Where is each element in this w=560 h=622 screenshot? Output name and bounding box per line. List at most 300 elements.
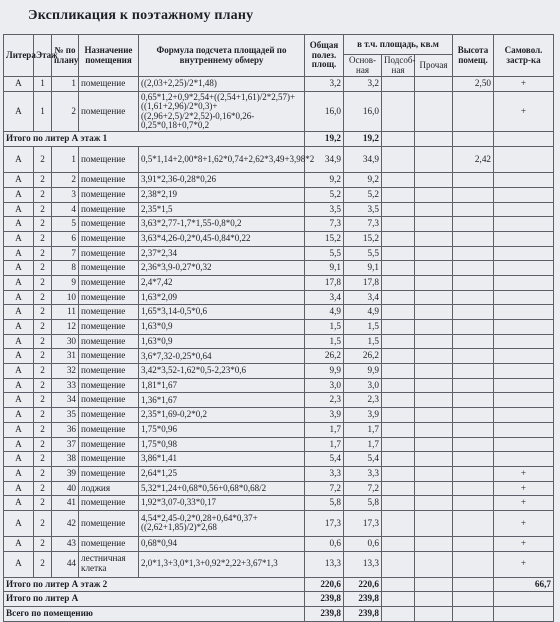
litera-cell: А (4, 452, 34, 467)
height-cell (453, 187, 494, 202)
col-header-samovol: Самовол. застр-ка (494, 35, 554, 77)
room-purpose-cell: помещение (79, 408, 139, 423)
main-area-cell: 3,3 (344, 466, 382, 481)
other-area-cell (415, 607, 453, 622)
room-number-cell: 34 (52, 393, 79, 408)
self-built-cell: + (494, 466, 554, 481)
total-area-cell: 9,2 (305, 173, 344, 188)
main-area-cell: 0,6 (344, 536, 382, 551)
height-cell (453, 290, 494, 305)
area-formula-cell: 0,65*1,2+0,9*2,54+((2,54+1,61)/2*2,57)+((1,61+2,96)/2*0,3)+((2,96+2,5)/2*2,52)-0,16*0,26-0,25*0,18+0,7*0,2 (139, 91, 305, 132)
area-formula-cell: 1,75*0,96 (139, 422, 305, 437)
col-header-formula: Формула подсчета площадей по внутреннему обмеру (139, 35, 305, 77)
room-purpose-cell: помещение (79, 364, 139, 379)
main-area-cell: 7,2 (344, 481, 382, 496)
main-area-cell: 5,2 (344, 187, 382, 202)
total-area-cell: 239,8 (305, 592, 344, 607)
other-area-cell (415, 551, 453, 577)
aux-area-cell (382, 510, 415, 536)
room-number-cell: 32 (52, 364, 79, 379)
aux-area-cell (382, 393, 415, 408)
height-cell (453, 481, 494, 496)
room-purpose-cell: помещение (79, 510, 139, 536)
aux-area-cell (382, 437, 415, 452)
room-purpose-cell: лестничная клетка (79, 551, 139, 577)
floor-cell: 2 (34, 246, 52, 261)
other-area-cell (415, 408, 453, 423)
table-row (4, 481, 554, 496)
aux-area-cell (382, 422, 415, 437)
main-area-cell: 9,1 (344, 261, 382, 276)
area-formula-cell: 2,36*3,9-0,27*0,32 (139, 261, 305, 276)
self-built-cell (494, 231, 554, 246)
litera-cell: А (4, 231, 34, 246)
aux-area-cell (382, 187, 415, 202)
litera-cell: А (4, 275, 34, 290)
main-area-cell: 1,5 (344, 334, 382, 349)
main-area-cell: 9,2 (344, 173, 382, 188)
height-cell (453, 551, 494, 577)
aux-area-cell (382, 551, 415, 577)
aux-area-cell (382, 349, 415, 364)
area-formula-cell: 1,63*2,09 (139, 290, 305, 305)
other-area-cell (415, 393, 453, 408)
area-formula-cell: 2,37*2,34 (139, 246, 305, 261)
room-purpose-cell: помещение (79, 334, 139, 349)
room-purpose-cell: помещение (79, 452, 139, 467)
table-row (4, 173, 554, 188)
litera-cell: А (4, 77, 34, 92)
room-number-cell: 41 (52, 496, 79, 511)
other-area-cell (415, 231, 453, 246)
room-purpose-cell: помещение (79, 466, 139, 481)
total-area-cell: 5,8 (305, 496, 344, 511)
aux-area-cell (382, 536, 415, 551)
other-area-cell (415, 147, 453, 173)
main-area-cell: 3,0 (344, 378, 382, 393)
total-row (4, 607, 554, 622)
litera-cell: А (4, 422, 34, 437)
main-area-cell: 5,8 (344, 496, 382, 511)
room-number-cell: 38 (52, 452, 79, 467)
col-header-nomer: № по плану (52, 35, 79, 77)
area-formula-cell: 0,5*1,14+2,00*8+1,62*0,74+2,62*3,49+3,98*2 (139, 147, 305, 173)
total-label: Итого по литер А (4, 592, 305, 607)
total-area-cell: 1,5 (305, 334, 344, 349)
aux-area-cell (382, 217, 415, 232)
other-area-cell (415, 91, 453, 132)
floor-cell: 2 (34, 510, 52, 536)
other-area-cell (415, 592, 453, 607)
total-label: Всего по помещению (4, 607, 305, 622)
self-built-cell (494, 393, 554, 408)
total-area-cell: 9,9 (305, 364, 344, 379)
litera-cell: А (4, 320, 34, 335)
total-area-cell: 9,1 (305, 261, 344, 276)
aux-area-cell (382, 290, 415, 305)
room-purpose-cell: помещение (79, 202, 139, 217)
floor-cell: 1 (34, 77, 52, 92)
main-area-cell: 13,3 (344, 551, 382, 577)
total-area-cell: 4,9 (305, 305, 344, 320)
total-area-cell: 0,6 (305, 536, 344, 551)
room-number-cell: 12 (52, 320, 79, 335)
floor-cell: 2 (34, 147, 52, 173)
col-header-etazh: Этаж (34, 35, 52, 77)
main-area-cell: 220,6 (344, 577, 382, 592)
self-built-total-cell (494, 607, 554, 622)
table-row (4, 393, 554, 408)
main-area-cell: 16,0 (344, 91, 382, 132)
room-purpose-cell: помещение (79, 378, 139, 393)
area-formula-cell: 2,38*2,19 (139, 187, 305, 202)
main-area-cell: 239,8 (344, 592, 382, 607)
aux-area-cell (382, 466, 415, 481)
other-area-cell (415, 577, 453, 592)
aux-area-cell (382, 132, 415, 147)
height-cell (453, 592, 494, 607)
litera-cell: А (4, 551, 34, 577)
height-cell (453, 466, 494, 481)
area-formula-cell: 2,35*1,69-0,2*0,2 (139, 408, 305, 423)
total-area-cell: 3,3 (305, 466, 344, 481)
total-area-cell: 17,3 (305, 510, 344, 536)
col-header-naznachenie: Назначение помещения (79, 35, 139, 77)
table-row (4, 320, 554, 335)
aux-area-cell (382, 481, 415, 496)
floor-cell: 2 (34, 305, 52, 320)
col-header-podsobnaya: Подсоб-ная (382, 55, 415, 77)
self-built-total-cell: 66,7 (494, 577, 554, 592)
area-formula-cell: 2,0*1,3+3,0*1,3+0,92*2,22+3,67*1,3 (139, 551, 305, 577)
floor-cell: 2 (34, 378, 52, 393)
room-purpose-cell: помещение (79, 246, 139, 261)
table-row (4, 349, 554, 364)
main-area-cell: 9,9 (344, 364, 382, 379)
table-row (4, 364, 554, 379)
aux-area-cell (382, 173, 415, 188)
other-area-cell (415, 202, 453, 217)
table-row (4, 246, 554, 261)
aux-area-cell (382, 408, 415, 423)
main-area-cell: 2,3 (344, 393, 382, 408)
height-cell (453, 510, 494, 536)
explication-table (3, 34, 554, 622)
floor-cell: 2 (34, 496, 52, 511)
main-area-cell: 5,4 (344, 452, 382, 467)
room-number-cell: 10 (52, 290, 79, 305)
main-area-cell: 19,2 (344, 132, 382, 147)
room-number-cell: 40 (52, 481, 79, 496)
room-number-cell: 33 (52, 378, 79, 393)
room-purpose-cell: помещение (79, 349, 139, 364)
room-number-cell: 1 (52, 147, 79, 173)
aux-area-cell (382, 334, 415, 349)
table-row (4, 378, 554, 393)
room-purpose-cell: помещение (79, 422, 139, 437)
area-formula-cell: 1,63*0,9 (139, 334, 305, 349)
area-formula-cell: 3,91*2,36-0,28*0,26 (139, 173, 305, 188)
area-formula-cell: 2,4*7,42 (139, 275, 305, 290)
other-area-cell (415, 481, 453, 496)
self-built-cell (494, 187, 554, 202)
litera-cell: А (4, 496, 34, 511)
col-header-vysota: Высота помещ. (453, 35, 494, 77)
table-body (4, 77, 554, 622)
floor-cell: 2 (34, 290, 52, 305)
self-built-cell (494, 202, 554, 217)
aux-area-cell (382, 275, 415, 290)
litera-cell: А (4, 466, 34, 481)
height-cell (453, 378, 494, 393)
room-number-cell: 8 (52, 261, 79, 276)
total-area-cell: 1,7 (305, 422, 344, 437)
area-formula-cell: 4,54*2,45-0,2*0,28+0,64*0,37+((2,62+1,85)/2)*2,68 (139, 510, 305, 536)
self-built-cell: + (494, 496, 554, 511)
litera-cell: А (4, 408, 34, 423)
area-formula-cell: ((2,03+2,25)/2*1,48) (139, 77, 305, 92)
aux-area-cell (382, 246, 415, 261)
room-purpose-cell: помещение (79, 496, 139, 511)
total-area-cell: 15,2 (305, 231, 344, 246)
height-cell (453, 607, 494, 622)
table-row (4, 305, 554, 320)
other-area-cell (415, 275, 453, 290)
main-area-cell: 3,2 (344, 77, 382, 92)
aux-area-cell (382, 231, 415, 246)
room-number-cell: 39 (52, 466, 79, 481)
height-cell: 2,42 (453, 147, 494, 173)
total-area-cell: 3,2 (305, 77, 344, 92)
height-cell (453, 577, 494, 592)
area-formula-cell: 1,81*1,67 (139, 378, 305, 393)
height-cell (453, 422, 494, 437)
height-cell (453, 275, 494, 290)
room-purpose-cell: помещение (79, 217, 139, 232)
aux-area-cell (382, 496, 415, 511)
table-row (4, 187, 554, 202)
room-purpose-cell: помещение (79, 147, 139, 173)
floor-cell: 2 (34, 173, 52, 188)
other-area-cell (415, 349, 453, 364)
total-area-cell: 220,6 (305, 577, 344, 592)
room-purpose-cell: помещение (79, 231, 139, 246)
area-formula-cell: 1,92*3,07-0,33*0,17 (139, 496, 305, 511)
room-purpose-cell: помещение (79, 275, 139, 290)
other-area-cell (415, 290, 453, 305)
room-number-cell: 5 (52, 217, 79, 232)
floor-cell: 2 (34, 231, 52, 246)
other-area-cell (415, 364, 453, 379)
other-area-cell (415, 173, 453, 188)
main-area-cell: 1,7 (344, 437, 382, 452)
self-built-cell (494, 334, 554, 349)
litera-cell: А (4, 173, 34, 188)
area-formula-cell: 3,6*7,32-0,25*0,64 (139, 349, 305, 364)
room-purpose-cell: помещение (79, 290, 139, 305)
table-row (4, 334, 554, 349)
main-area-cell: 15,2 (344, 231, 382, 246)
table-row (4, 422, 554, 437)
litera-cell: А (4, 202, 34, 217)
table-row (4, 466, 554, 481)
self-built-cell (494, 378, 554, 393)
other-area-cell (415, 246, 453, 261)
height-cell (453, 246, 494, 261)
litera-cell: А (4, 437, 34, 452)
area-formula-cell: 3,42*3,52-1,62*0,5-2,23*0,6 (139, 364, 305, 379)
total-row (4, 132, 554, 147)
room-purpose-cell: помещение (79, 320, 139, 335)
table-row (4, 275, 554, 290)
other-area-cell (415, 496, 453, 511)
table-row (4, 261, 554, 276)
area-formula-cell: 1,65*3,14-0,5*0,6 (139, 305, 305, 320)
height-cell (453, 132, 494, 147)
total-row (4, 592, 554, 607)
total-area-cell: 13,3 (305, 551, 344, 577)
litera-cell: А (4, 261, 34, 276)
total-area-cell: 7,2 (305, 481, 344, 496)
total-area-cell: 3,4 (305, 290, 344, 305)
height-cell (453, 231, 494, 246)
aux-area-cell (382, 378, 415, 393)
area-formula-cell: 3,63*2,77-1,7*1,55-0,8*0,2 (139, 217, 305, 232)
table-row (4, 551, 554, 577)
floor-cell: 2 (34, 217, 52, 232)
height-cell (453, 217, 494, 232)
total-area-cell: 3,5 (305, 202, 344, 217)
main-area-cell: 5,5 (344, 246, 382, 261)
room-number-cell: 31 (52, 349, 79, 364)
total-area-cell: 19,2 (305, 132, 344, 147)
main-area-cell: 1,5 (344, 320, 382, 335)
area-formula-cell: 1,75*0,98 (139, 437, 305, 452)
table-header (4, 35, 554, 77)
total-area-cell: 5,4 (305, 452, 344, 467)
aux-area-cell (382, 305, 415, 320)
total-label: Итого по литер А этаж 2 (4, 577, 305, 592)
aux-area-cell (382, 364, 415, 379)
room-number-cell: 2 (52, 173, 79, 188)
room-number-cell: 3 (52, 187, 79, 202)
area-formula-cell: 1,63*0,9 (139, 320, 305, 335)
total-area-cell: 3,9 (305, 408, 344, 423)
self-built-cell (494, 217, 554, 232)
height-cell (453, 408, 494, 423)
self-built-cell (494, 364, 554, 379)
total-area-cell: 239,8 (305, 607, 344, 622)
floor-cell: 2 (34, 275, 52, 290)
table-row (4, 536, 554, 551)
total-area-cell: 26,2 (305, 349, 344, 364)
litera-cell: А (4, 349, 34, 364)
floor-cell: 2 (34, 536, 52, 551)
floor-cell: 2 (34, 364, 52, 379)
room-purpose-cell: лоджия (79, 481, 139, 496)
height-cell (453, 202, 494, 217)
aux-area-cell (382, 320, 415, 335)
litera-cell: А (4, 290, 34, 305)
aux-area-cell (382, 577, 415, 592)
floor-cell: 2 (34, 466, 52, 481)
aux-area-cell (382, 202, 415, 217)
room-number-cell: 9 (52, 275, 79, 290)
self-built-cell: + (494, 481, 554, 496)
litera-cell: А (4, 187, 34, 202)
room-number-cell: 2 (52, 91, 79, 132)
total-label: Итого по литер А этаж 1 (4, 132, 305, 147)
aux-area-cell (382, 452, 415, 467)
floor-cell: 1 (34, 91, 52, 132)
aux-area-cell (382, 592, 415, 607)
height-cell: 2,50 (453, 77, 494, 92)
floor-cell: 2 (34, 393, 52, 408)
self-built-cell (494, 246, 554, 261)
room-number-cell: 4 (52, 202, 79, 217)
total-area-cell: 5,5 (305, 246, 344, 261)
main-area-cell: 17,3 (344, 510, 382, 536)
litera-cell: А (4, 510, 34, 536)
room-number-cell: 43 (52, 536, 79, 551)
floor-cell: 2 (34, 437, 52, 452)
room-number-cell: 44 (52, 551, 79, 577)
floor-cell: 2 (34, 320, 52, 335)
col-header-obshaya: Общая полез. площ. (305, 35, 344, 77)
self-built-cell (494, 422, 554, 437)
aux-area-cell (382, 147, 415, 173)
self-built-cell: + (494, 551, 554, 577)
other-area-cell (415, 187, 453, 202)
height-cell (453, 173, 494, 188)
total-area-cell: 7,3 (305, 217, 344, 232)
self-built-cell: + (494, 77, 554, 92)
room-number-cell: 11 (52, 305, 79, 320)
total-area-cell: 1,5 (305, 320, 344, 335)
room-number-cell: 36 (52, 422, 79, 437)
room-purpose-cell: помещение (79, 173, 139, 188)
table-row (4, 91, 554, 132)
total-area-cell: 34,9 (305, 147, 344, 173)
self-built-cell (494, 173, 554, 188)
room-purpose-cell: помещение (79, 437, 139, 452)
height-cell (453, 91, 494, 132)
floor-cell: 2 (34, 422, 52, 437)
other-area-cell (415, 217, 453, 232)
self-built-cell (494, 437, 554, 452)
area-formula-cell: 2,35*1,5 (139, 202, 305, 217)
self-built-cell: + (494, 510, 554, 536)
main-area-cell: 34,9 (344, 147, 382, 173)
self-built-total-cell (494, 132, 554, 147)
total-area-cell: 3,0 (305, 378, 344, 393)
room-purpose-cell: помещение (79, 187, 139, 202)
room-number-cell: 6 (52, 231, 79, 246)
height-cell (453, 334, 494, 349)
main-area-cell: 3,5 (344, 202, 382, 217)
height-cell (453, 305, 494, 320)
self-built-cell (494, 452, 554, 467)
area-formula-cell: 3,86*1,41 (139, 452, 305, 467)
aux-area-cell (382, 91, 415, 132)
room-number-cell: 30 (52, 334, 79, 349)
floor-cell: 2 (34, 187, 52, 202)
area-formula-cell: 1,36*1,67 (139, 393, 305, 408)
litera-cell: А (4, 246, 34, 261)
floor-cell: 2 (34, 551, 52, 577)
main-area-cell: 4,9 (344, 305, 382, 320)
room-number-cell: 35 (52, 408, 79, 423)
